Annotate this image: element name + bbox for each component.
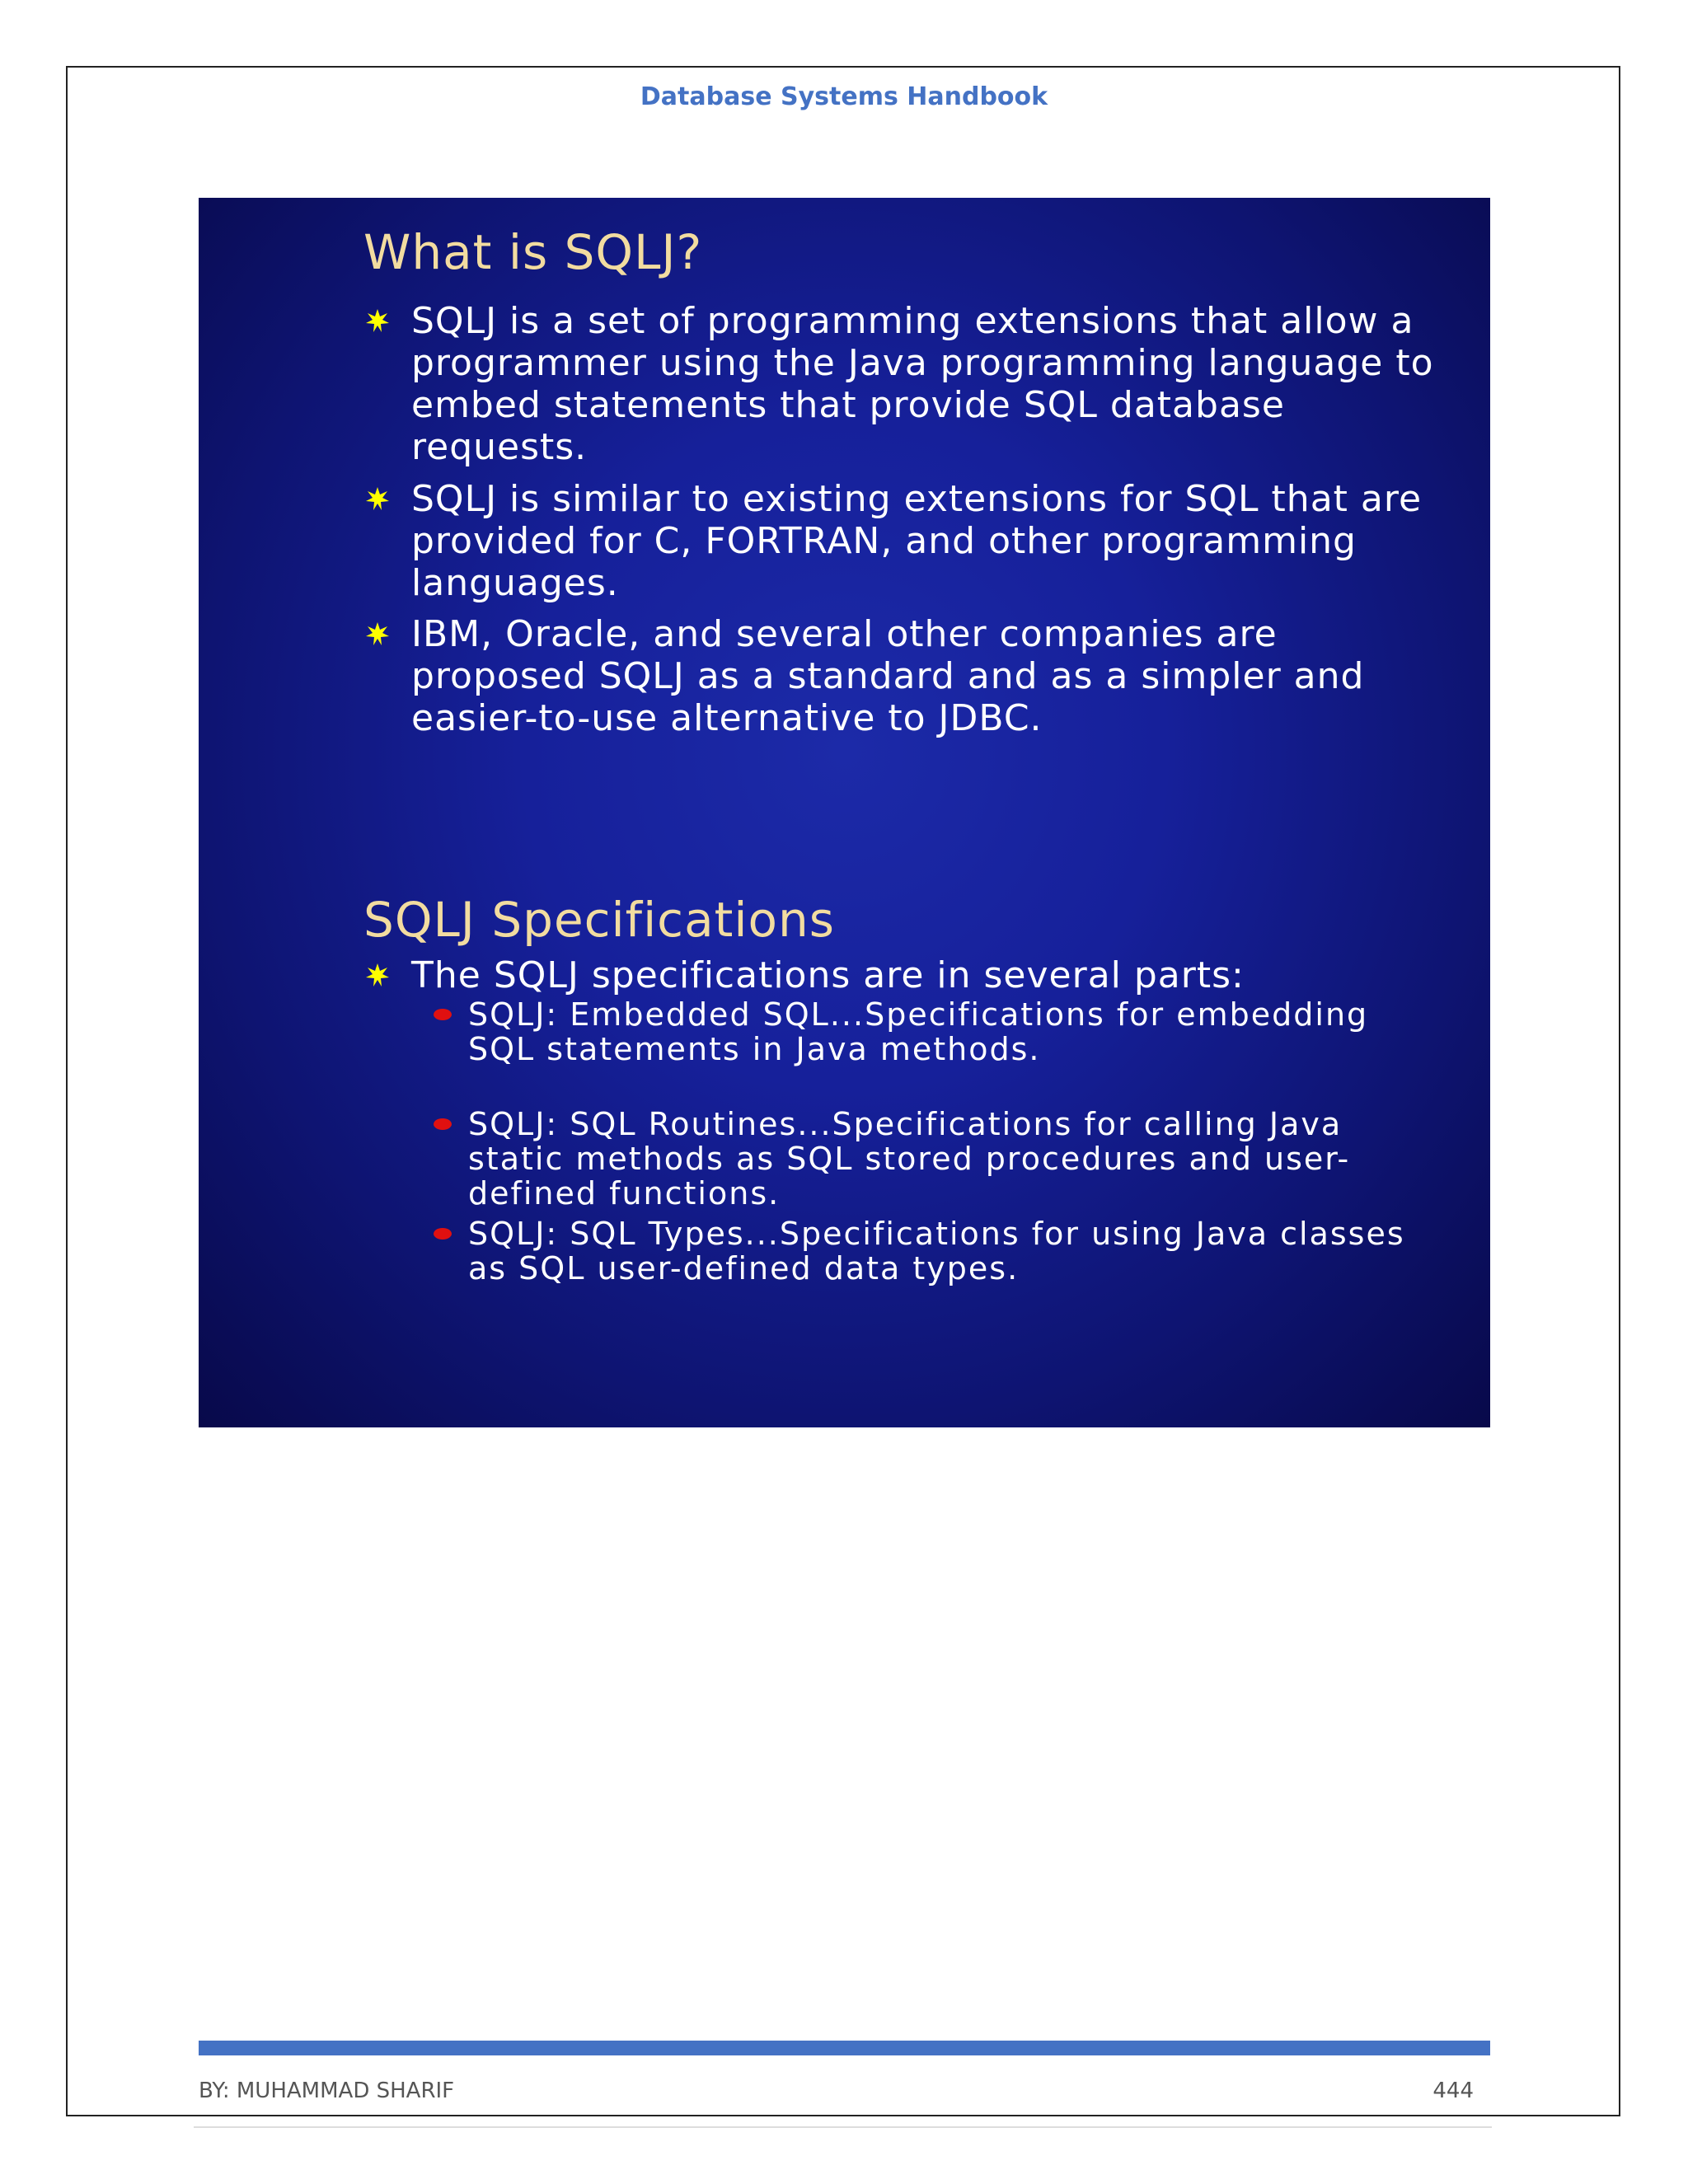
page-number: 444	[1432, 2079, 1474, 2103]
slide-title-sqlj-specifications: SQLJ Specifications	[363, 892, 835, 948]
bullet-text: SQLJ is a set of programming extensions that allow a programmer using the Java programming language to embed statements that provide SQL database requests.	[411, 300, 1434, 468]
bullet-item	[363, 300, 1451, 468]
sub-bullet-text: SQLJ: Embedded SQL...Specifications for embedding SQL statements in Java methods.	[468, 996, 1369, 1067]
footer-author: BY: MUHAMMAD SHARIF	[199, 2079, 455, 2103]
slide-title-what-is-sqlj: What is SQLJ?	[363, 224, 703, 280]
bullet-text: IBM, Oracle, and several other companies are proposed SQLJ as a standard and as a simpler and easier-to-use alternative to JDBC.	[411, 613, 1365, 739]
star-bullet-icon	[365, 621, 390, 646]
star-bullet-icon	[365, 308, 390, 333]
red-dot-bullet-icon	[434, 1228, 452, 1240]
bullet-text: SQLJ is similar to existing extensions for SQL that are provided for C, FORTRAN, and other programming languages.	[411, 478, 1423, 604]
sub-bullet-item	[434, 1107, 1423, 1211]
page-header: Database Systems Handbook	[640, 82, 1048, 111]
sub-bullet-text: SQLJ: SQL Types...Specifications for using Java classes as SQL user-defined data types.	[468, 1216, 1405, 1286]
sub-bullet-item	[434, 997, 1423, 1066]
sub-bullet-item	[434, 1216, 1423, 1286]
bottom-rule	[194, 2126, 1492, 2128]
bullet-text: The SQLJ specifications are in several parts:	[411, 954, 1245, 996]
bullet-item	[363, 954, 1451, 996]
star-bullet-icon	[365, 963, 390, 987]
slide-image	[199, 198, 1490, 1427]
footer-divider	[199, 2041, 1490, 2055]
sub-bullet-text: SQLJ: SQL Routines...Specifications for calling Java static methods as SQL stored procedures and user-defined functions.	[468, 1106, 1351, 1212]
red-dot-bullet-icon	[434, 1009, 452, 1020]
red-dot-bullet-icon	[434, 1118, 452, 1130]
bullet-item	[363, 613, 1451, 739]
star-bullet-icon	[365, 486, 390, 511]
bullet-item	[363, 478, 1451, 604]
